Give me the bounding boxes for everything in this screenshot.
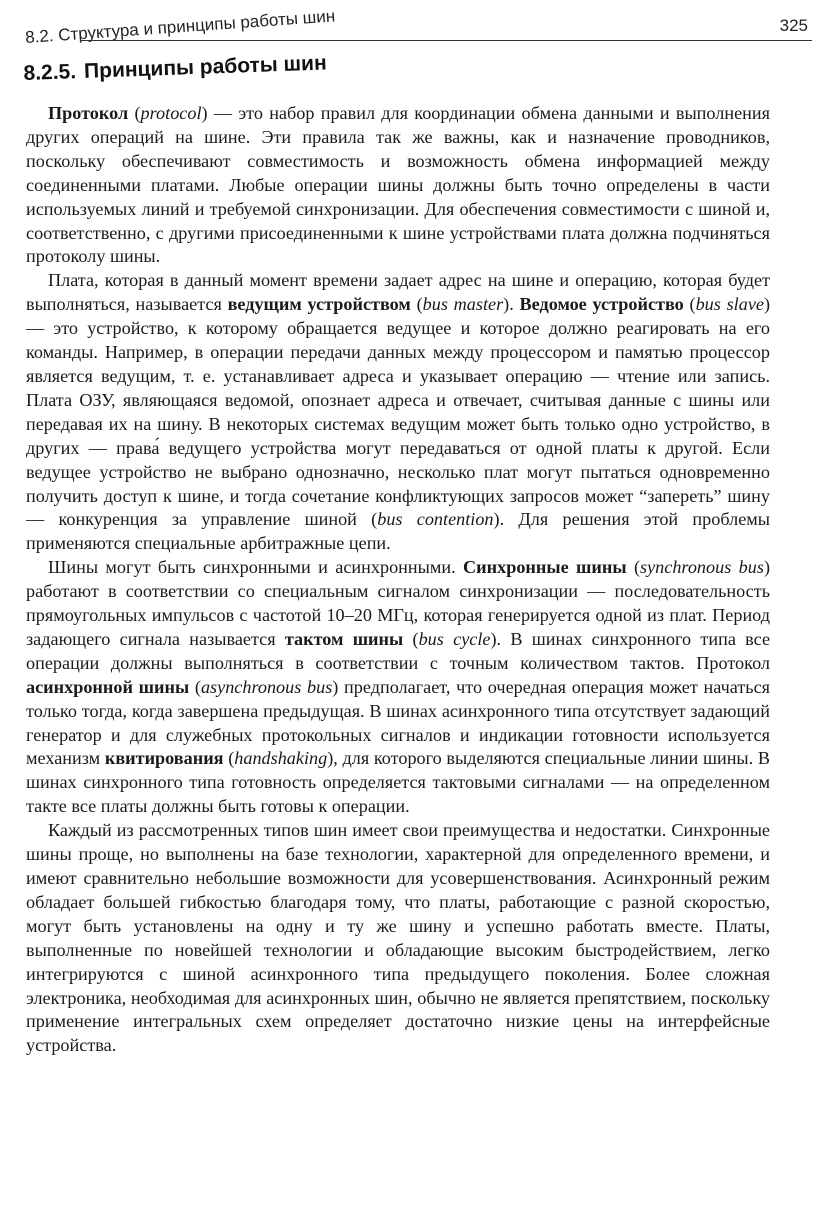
text-run: ). Для решения этой проблемы применяются специальные арбитражные цепи. — [26, 509, 770, 554]
bold-term: тактом шины — [284, 628, 404, 649]
text-run: ( — [410, 294, 423, 315]
section-heading — [23, 51, 327, 86]
italic-term: synchronous bus — [640, 557, 764, 578]
body-text — [26, 102, 770, 1058]
text-run: ) предполагает, что очередная операция может начаться только тогда, когда завершена предыдущая. В шинах асинхронного типа отсутствует задающий генератор и для служебных протокольных сигналов и индикации готовности используется механизм — [26, 676, 771, 769]
section-title: Принципы работы шин — [83, 51, 328, 83]
text-run: ( — [128, 103, 141, 123]
italic-term: handshaking — [234, 748, 328, 769]
page-number: 325 — [779, 16, 808, 35]
bold-term: ведущим устройством — [227, 294, 411, 315]
text-run: ( — [223, 748, 235, 769]
text-run: Шины могут быть синхронными и асинхронными. — [48, 557, 464, 578]
bold-term: асинхронной шины — [26, 676, 190, 697]
text-run: ). В шинах синхронного типа все операции должны выполняться в соответствии с точным количеством тактов. Протокол — [26, 628, 771, 673]
italic-term: bus slave — [695, 294, 764, 315]
italic-term: bus cycle — [418, 628, 491, 649]
text-run: ( — [626, 557, 641, 578]
text-run: Плата, которая в данный момент времени задает адрес на шине и операцию, которая будет выполняться, называется — [26, 270, 770, 315]
running-head — [20, 6, 820, 50]
italic-term: protocol — [140, 103, 202, 123]
text-run: ( — [683, 294, 696, 315]
paragraph — [26, 102, 770, 269]
paragraph — [26, 556, 770, 819]
text-run: ) — это устройство, к которому обращается ведущее и которое должно реагировать на его команды. Например, в операции передачи данных между процессором и памятью процессор является ведущим, т. е. устанавливает адреса и указывает операцию — чтение или запись. Плата ОЗУ, являющаяся ведомой, опознает адреса и отвечает, считывая данные с шины или передавая их на шину. В некоторых системах ведущим может быть только одно устройство, в других — права́ ведущего устройства могут передаваться от одной платы к другой. Если ведущее устройство не выбрано однозначно, несколько плат могут пытаться одновременно получить доступ к шине, и тогда сочетание конфликтующих запросов может “запереть” шину — конкуренция за управление шиной ( — [26, 294, 771, 530]
bold-term: квитирования — [104, 748, 224, 769]
italic-term: bus master — [422, 294, 504, 315]
text-run: ( — [403, 628, 419, 649]
paragraph — [26, 819, 770, 1058]
bold-term: Синхронные шины — [463, 557, 627, 578]
text-run: ) работают в соответствии со специальным сигналом синхронизации — последовательность прямоугольных импульсов с частотой 10–20 МГц, которая генерируется одной из плат. Период задающего сигнала называется — [26, 557, 770, 649]
italic-term: bus contention — [377, 509, 494, 530]
paragraph — [26, 269, 770, 556]
bold-term: Протокол — [48, 103, 129, 123]
text-run: ) — это набор правил для координации обмена данными и выполнения других операций на шине. Эти правила так же важны, как и назначение проводников, поскольку обеспечивают совместимость и возможность обмена информацией между соединенными платами. Любые операции шины должны быть точно определены в части используемых линий и требуемой синхронизации. Для обеспечения совместимости с шиной и, соответственно, с другими присоединенными к шине устройствами плата должна подчиняться протоколу шины. — [26, 103, 770, 267]
italic-term: asynchronous bus — [200, 676, 333, 697]
text-run: ). — [503, 294, 520, 315]
text-run: ), для которого выделяются специальные линии шины. В шинах синхронного типа готовность определяется тактовыми сигналами — на определенном такте все платы должны быть готовы к операции. — [26, 748, 770, 817]
text-run: Каждый из рассмотренных типов шин имеет свои преимущества и недостатки. Синхронные шины проще, но выполнены на базе технологии, характерной для определенного времени, и имеют сравнительно небольшие возможности для усовершенствования. Асинхронный режим обладает большей гибкостью благодаря тому, что платы, работающие с разной скоростью, могут быть установлены на одну и ту же шину и успешно работать вместе. Платы, выполненные по новейшей технологии и обладающие высоким быстродействием, легко интегрируются с шиной асинхронного типа предыдущего поколения. Более сложная электроника, необходимая для асинхронных шин, обычно не является препятствием, поскольку применение интегральных схем определяет достаточно низкие цены на интерфейсные устройства. — [26, 820, 770, 1056]
header-rule — [80, 40, 812, 41]
text-run: ( — [189, 676, 201, 697]
bold-term: Ведомое устройство — [519, 294, 684, 315]
section-number: 8.2.5. — [23, 60, 77, 86]
running-head-title: 8.2. Структура и принципы работы шин — [24, 6, 336, 48]
